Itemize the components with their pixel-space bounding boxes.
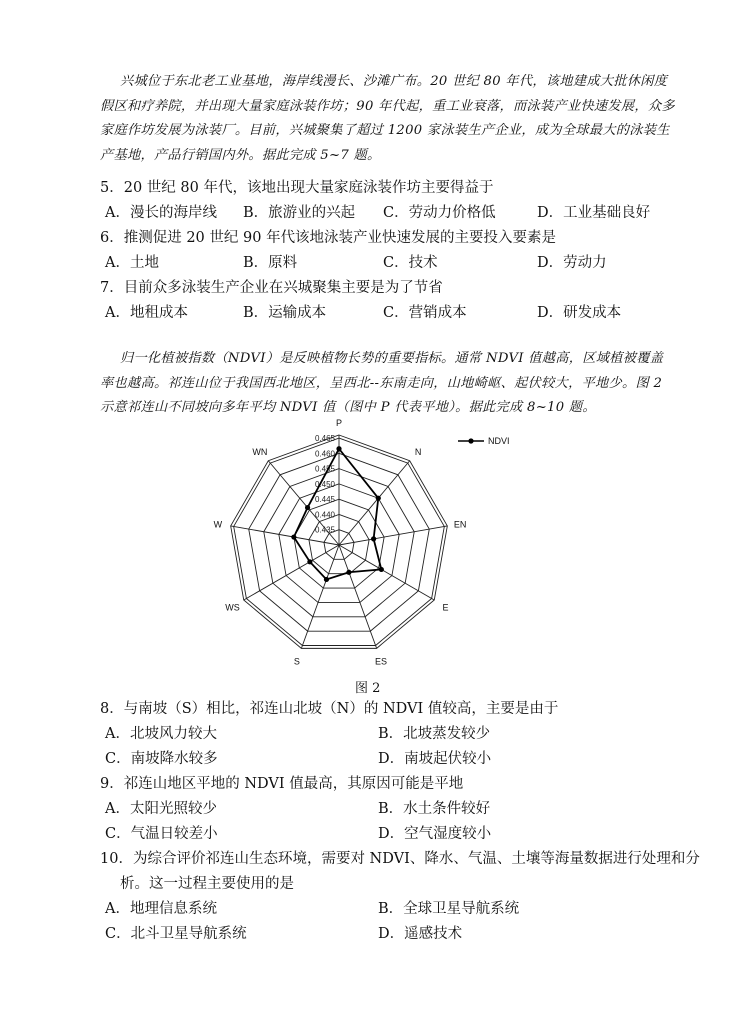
option-a[interactable]: A．地理信息系统 xyxy=(105,901,217,917)
ndvi-point-wn xyxy=(305,505,310,510)
option-b[interactable]: B．原料 xyxy=(243,255,298,271)
option-a[interactable]: A．北坡风力较大 xyxy=(105,726,217,742)
tick-label: 0.460 xyxy=(314,449,335,459)
option-d[interactable]: D．研发成本 xyxy=(537,305,622,321)
axis-label-n: N xyxy=(414,446,422,457)
axis-spoke xyxy=(339,545,377,648)
passage-2-line: 归一化植被指数（NDVI）是反映植物长势的重要指标。通常 NDVI 值越高，区域植被覆盖 xyxy=(120,351,664,366)
axis-spoke xyxy=(244,545,339,600)
passage-1-line: 假区和疗养院，并出现大量家庭泳装作坊；90 年代起，重工业衰落，而泳装产业快速发展，众多 xyxy=(100,98,675,114)
axis-spoke xyxy=(339,526,447,545)
passage-1 xyxy=(100,70,690,168)
tick-label: 0.465 xyxy=(314,434,335,444)
axis-spoke xyxy=(301,545,339,648)
option-b[interactable]: B．旅游业的兴起 xyxy=(243,205,356,221)
ndvi-point-es xyxy=(346,570,351,575)
tick-label: 0.440 xyxy=(314,510,335,520)
axis-label-wn: WN xyxy=(252,446,268,457)
ndvi-point-w xyxy=(291,534,296,539)
ndvi-point-e xyxy=(379,567,384,572)
ndvi-radar-chart xyxy=(200,418,540,698)
question-8-options xyxy=(100,724,720,744)
option-c[interactable]: C．南坡降水较多 xyxy=(105,751,218,767)
question-10-options-row2 xyxy=(100,924,720,944)
question-5-options xyxy=(100,203,720,223)
question-10-stem: 10．为综合评价祁连山生态环境，需要对 NDVI、降水、气温、土壤等海量数据进行处理和分 xyxy=(100,851,700,867)
axis-label-es: ES xyxy=(375,656,388,667)
option-c[interactable]: C．气温日较差小 xyxy=(105,826,218,842)
tick-label: 0.450 xyxy=(314,479,335,489)
passage-1-line: 家庭作坊发展为泳装厂。目前，兴城聚集了超过 1200 家泳装生产企业，成为全球最大的泳装生 xyxy=(100,123,670,138)
option-a[interactable]: A．土地 xyxy=(105,255,159,271)
option-a[interactable]: A．地租成本 xyxy=(105,305,188,321)
axis-label-e: E xyxy=(442,602,449,613)
tick-label: 0.455 xyxy=(314,464,335,474)
option-c[interactable]: C．营销成本 xyxy=(383,305,467,321)
axis-label-w: W xyxy=(213,519,223,530)
axis-label-en: EN xyxy=(453,519,467,530)
question-7-stem: 7．目前众多泳装生产企业在兴城聚集主要是为了节省 xyxy=(100,280,443,296)
question-6-options xyxy=(100,253,720,273)
ndvi-point-p xyxy=(336,446,341,451)
ndvi-point-en xyxy=(371,536,376,541)
option-c[interactable]: C．技术 xyxy=(383,255,438,271)
option-c[interactable]: C．劳动力价格低 xyxy=(383,205,496,221)
tick-label: 0.435 xyxy=(314,525,335,535)
option-b[interactable]: B．水土条件较好 xyxy=(378,801,491,817)
option-d[interactable]: D．空气湿度较小 xyxy=(378,826,492,842)
question-9-options-row2 xyxy=(100,824,720,844)
option-a[interactable]: A．太阳光照较少 xyxy=(105,801,217,817)
option-a[interactable]: A．漫长的海岸线 xyxy=(105,205,217,221)
legend-label: NDVI xyxy=(488,436,510,446)
question-5-stem: 5．20 世纪 80 年代，该地出现大量家庭泳装作坊主要得益于 xyxy=(100,180,494,196)
option-d[interactable]: D．劳动力 xyxy=(537,255,607,271)
question-10-stem-cont: 析。这一过程主要使用的是 xyxy=(120,876,294,892)
option-d[interactable]: D．遥感技术 xyxy=(378,926,463,942)
passage-1-line: 产基地，产品行销国内外。据此完成 5~7 题。 xyxy=(100,147,381,163)
option-c[interactable]: C．北斗卫星导航系统 xyxy=(105,926,247,942)
option-b[interactable]: B．北坡蒸发较少 xyxy=(378,726,491,742)
figure-caption: 图 2 xyxy=(355,681,381,696)
option-b[interactable]: B．全球卫星导航系统 xyxy=(378,901,520,917)
option-d[interactable]: D．南坡起伏较小 xyxy=(378,751,492,767)
legend-marker xyxy=(468,438,473,443)
question-8-stem: 8．与南坡（S）相比，祁连山北坡（N）的 NDVI 值较高，主要是由于 xyxy=(100,701,559,717)
question-9-options xyxy=(100,799,720,819)
passage-2-line: 率也越高。祁连山位于我国西北地区，呈西北--东南走向，山地崎岖、起伏较大，平地少。图 2 xyxy=(100,375,663,391)
option-d[interactable]: D．工业基础良好 xyxy=(537,205,651,221)
ndvi-point-n xyxy=(376,496,381,501)
option-b[interactable]: B．运输成本 xyxy=(243,305,327,321)
axis-label-s: S xyxy=(293,656,300,667)
tick-label: 0.445 xyxy=(314,495,335,505)
passage-2 xyxy=(100,347,690,421)
question-8-options-row2 xyxy=(100,749,720,769)
passage-1-line: 兴城位于东北老工业基地，海岸线漫长、沙滩广布。20 世纪 80 年代，该地建成大批休闲度 xyxy=(120,74,668,89)
question-9-stem: 9．祁连山地区平地的 NDVI 值最高，其原因可能是平地 xyxy=(100,776,464,792)
question-6-stem: 6．推测促进 20 世纪 90 年代该地泳装产业快速发展的主要投入要素是 xyxy=(100,230,557,246)
question-7-options xyxy=(100,303,720,323)
passage-2-line: 示意祁连山不同坡向多年平均 NDVI 值（图中 P 代表平地）。据此完成 8~10 题。 xyxy=(100,400,596,415)
axis-label-ws: WS xyxy=(225,602,240,613)
axis-label-p: P xyxy=(335,418,343,428)
ndvi-point-ws xyxy=(307,559,312,564)
question-10-options xyxy=(100,899,720,919)
ndvi-point-s xyxy=(324,577,329,582)
